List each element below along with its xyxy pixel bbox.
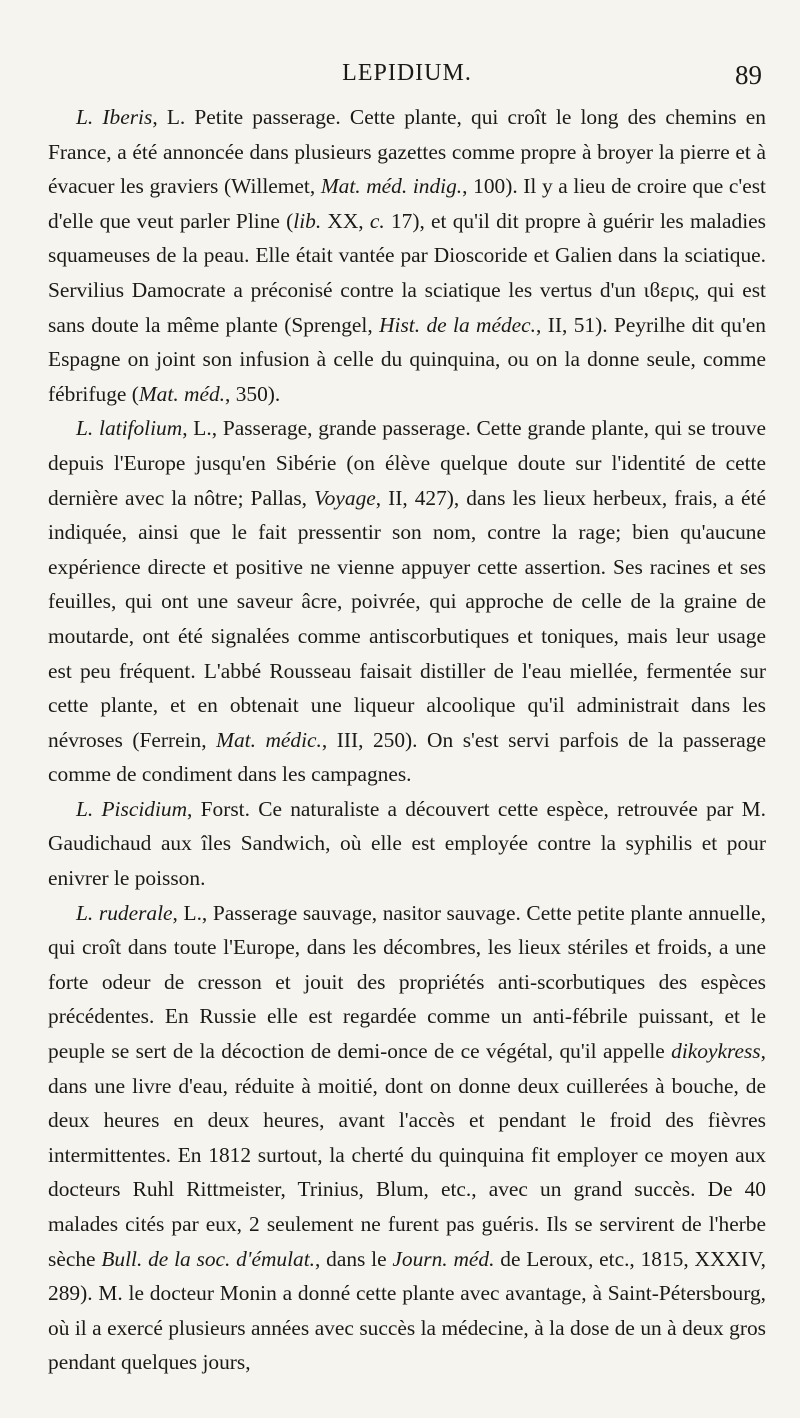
italic-text: Hist. de la médec. (379, 312, 537, 337)
italic-text: L. Piscidium (76, 796, 188, 821)
text-run: , L., Passerage sauvage, nasitor sauvage. Cette petite plante annuelle, qui croît dans toute l'Europe, dans les décombres, les lieux stériles et froids, a une forte odeur de cresson et jouit des propriétés anti-scorbutiques des espèces précédentes. En Russie elle est regardée comme un anti-fébrile puissant, et le peuple se sert de la décoction de demi-once de ce végétal, qu'il appelle (48, 900, 767, 1064)
text-run: , Forst. Ce naturaliste a découvert cette espèce, retrouvée par M. Gaudichaud aux îles Sandwich, où elle est employée contre la syphilis et pour enivrer le poisson. (48, 796, 766, 891)
paragraph (48, 896, 766, 1380)
text-run: , dans une livre d'eau, réduite à moitié, dont on donne deux cuillerées à bouche, de deux heures en deux heures, avant l'accès et pendant le froid des fièvres intermittentes. En 1812 surtout, la cherté du quinquina fit employer ce moyen aux docteurs Ruhl Rittmeister, Trinius, Blum, etc., avec un grand succès. De 40 malades cités par eux, 2 seulement ne furent pas guéris. Ils se servirent de l'herbe sèche (48, 1039, 766, 1271)
paragraph (48, 792, 766, 896)
text-run: XX, (321, 208, 370, 233)
italic-text: Mat. médic. (216, 727, 322, 752)
italic-text: Voyage (313, 485, 376, 510)
paragraph (48, 100, 766, 411)
text-run: , II, 427), dans les lieux herbeux, frais, a été indiquée, ainsi que le fait pressentir son nom, contre la rage; bien qu'aucune expérience directe et positive ne vienne appuyer cette assertion. Ses racines et ses feuilles, qui ont une saveur âcre, poivrée, qui approche de celle de la graine de moutarde, ont été signalées comme antiscorbutiques et toniques, mais leur usage est peu fréquent. L'abbé Rousseau faisait distiller de l'eau miellée, fermentée sur cette plante, et en obtenait une liqueur alcoolique qu'il administrait dans les névroses (Ferrein, (48, 485, 766, 752)
text-run: , III, 250). On s'est servi parfois de la passerage comme de condiment dans les campagnes. (48, 727, 766, 787)
page-header (48, 60, 766, 100)
text-run: , L. Petite passerage. Cette plante, qui croît le long des chemins en France, a été annoncée dans plusieurs gazettes comme propre à broyer la pierre et à évacuer les graviers (Willemet, (48, 105, 766, 199)
italic-text: Mat. méd. indig. (320, 174, 463, 199)
text-run: , dans le (315, 1246, 393, 1271)
italic-text: Bull. de la soc. d'émulat. (101, 1246, 316, 1271)
running-head: LEPIDIUM. (342, 60, 472, 86)
paragraph (48, 411, 766, 792)
italic-text: c. (369, 208, 385, 233)
italic-text: Journ. méd. (392, 1246, 495, 1271)
italic-text: Mat. méd. (138, 381, 225, 406)
text-run: , 350). (225, 381, 281, 406)
italic-text: L. latifolium (76, 416, 183, 441)
italic-text: lib. (293, 208, 322, 233)
page-number: 89 (735, 60, 762, 90)
body-text (48, 100, 766, 1380)
italic-text: L. Iberis (76, 105, 153, 129)
italic-text: L. ruderale (76, 900, 173, 925)
text-run: , 100). Il y a lieu de croire que c'est d'elle que veut parler Pline ( (48, 174, 766, 233)
text-run: , L., Passerage, grande passerage. Cette grande plante, qui se trouve depuis l'Europe jusqu'en Sibérie (on élève quelque doute sur l'identité de cette dernière avec la nôtre; Pallas, (48, 416, 766, 510)
italic-text: dikoykress (671, 1039, 761, 1064)
text-run: de Leroux, etc., 1815, XXXIV, 289). M. le docteur Monin a donné cette plante avec avantage, à Saint-Pétersbourg, où il a exercé plusieurs années avec succès la médecine, à la dose de un à deux gros pendant quelques jours, (48, 1246, 766, 1375)
text-run: , II, 51). Peyrilhe dit qu'en Espagne on joint son infusion à celle du quinquina, ou on la donne seule, comme fébrifuge ( (48, 312, 766, 406)
text-run: 17), et qu'il dit propre à guérir les maladies squameuses de la peau. Elle était vantée par Dioscoride et Galien dans la sciatique. Servilius Damocrate a préconisé contre la sciatique les vertus d'un ιϐερις, qui est sans doute la même plante (Sprengel, (48, 208, 766, 337)
